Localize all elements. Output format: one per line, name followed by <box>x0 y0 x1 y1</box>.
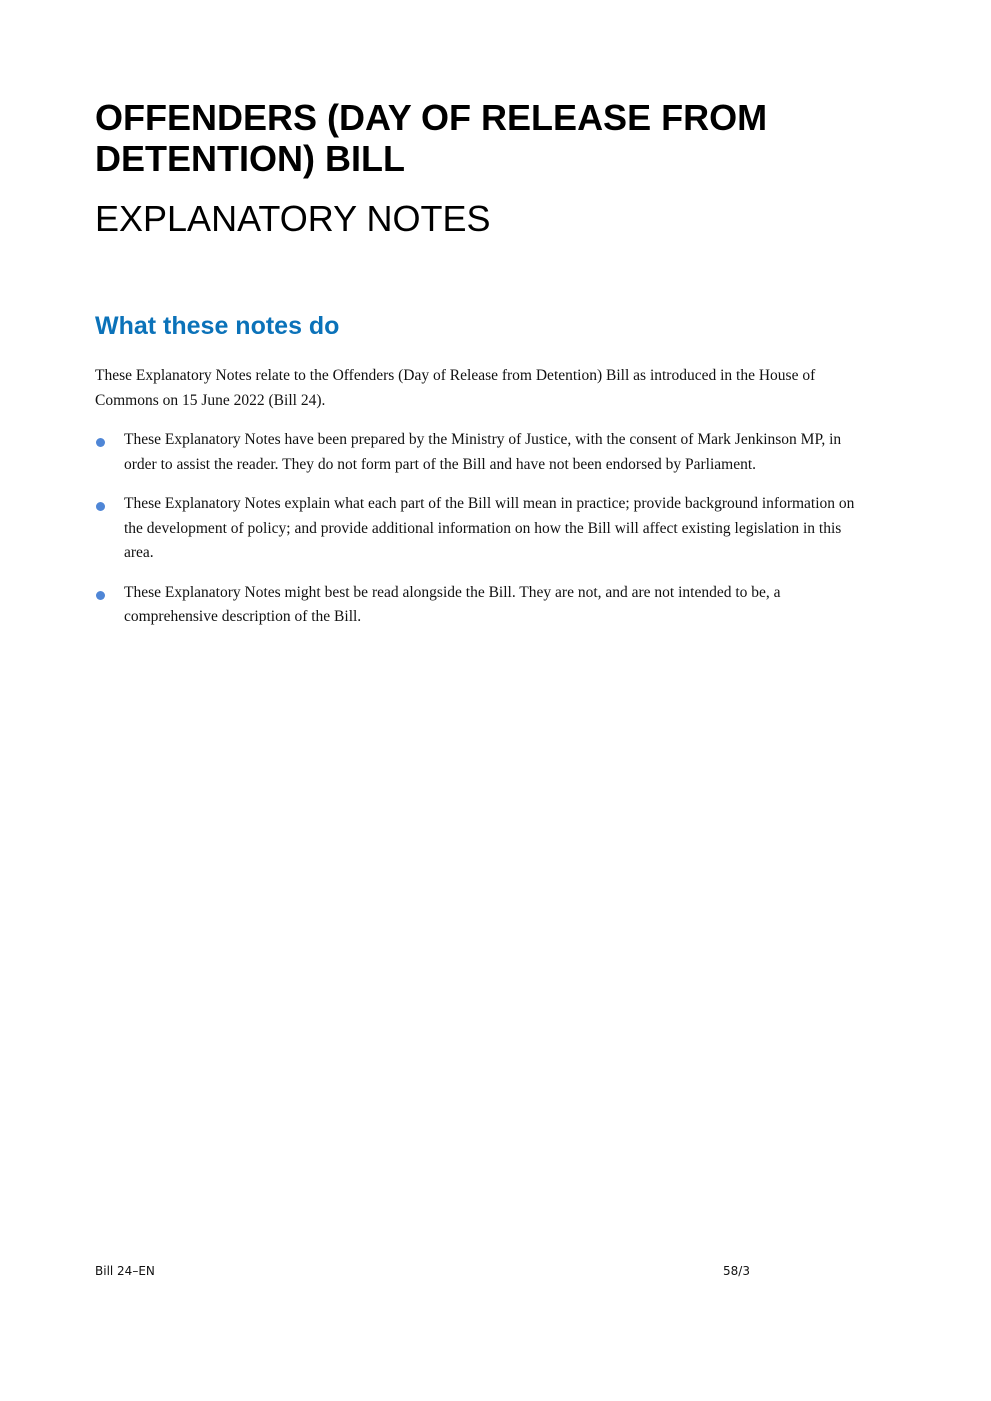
list-item-text: These Explanatory Notes explain what each part of the Bill will mean in practice; provide background information on the development of policy; and provide additional information on how the Bill will affect existing legislation in this area. <box>124 495 855 561</box>
footer-bill-number: Bill 24–EN <box>95 1264 155 1278</box>
list-item <box>95 581 855 630</box>
footer-reference: 58/3 <box>723 1264 750 1278</box>
list-item-text: These Explanatory Notes have been prepared by the Ministry of Justice, with the consent of Mark Jenkinson MP, in order to assist the reader. They do not form part of the Bill and have not been endorsed by Parliament. <box>124 431 842 473</box>
document-subtitle: EXPLANATORY NOTES <box>95 198 491 239</box>
list-item <box>95 428 855 477</box>
intro-paragraph: These Explanatory Notes relate to the Offenders (Day of Release from Detention) Bill as introduced in the House of Commons on 15 June 2022 (Bill 24). <box>95 367 816 409</box>
bullet-icon <box>96 438 105 447</box>
section-heading: What these notes do <box>95 312 340 340</box>
document-title: OFFENDERS (DAY OF RELEASE FROM DETENTION) BILL <box>95 97 768 179</box>
list-item <box>95 492 855 566</box>
bullet-icon <box>96 502 105 511</box>
bullet-icon <box>96 591 105 600</box>
list-item-text: These Explanatory Notes might best be read alongside the Bill. They are not, and are not intended to be, a comprehensive description of the Bill. <box>124 583 781 625</box>
bullet-list <box>95 428 855 645</box>
